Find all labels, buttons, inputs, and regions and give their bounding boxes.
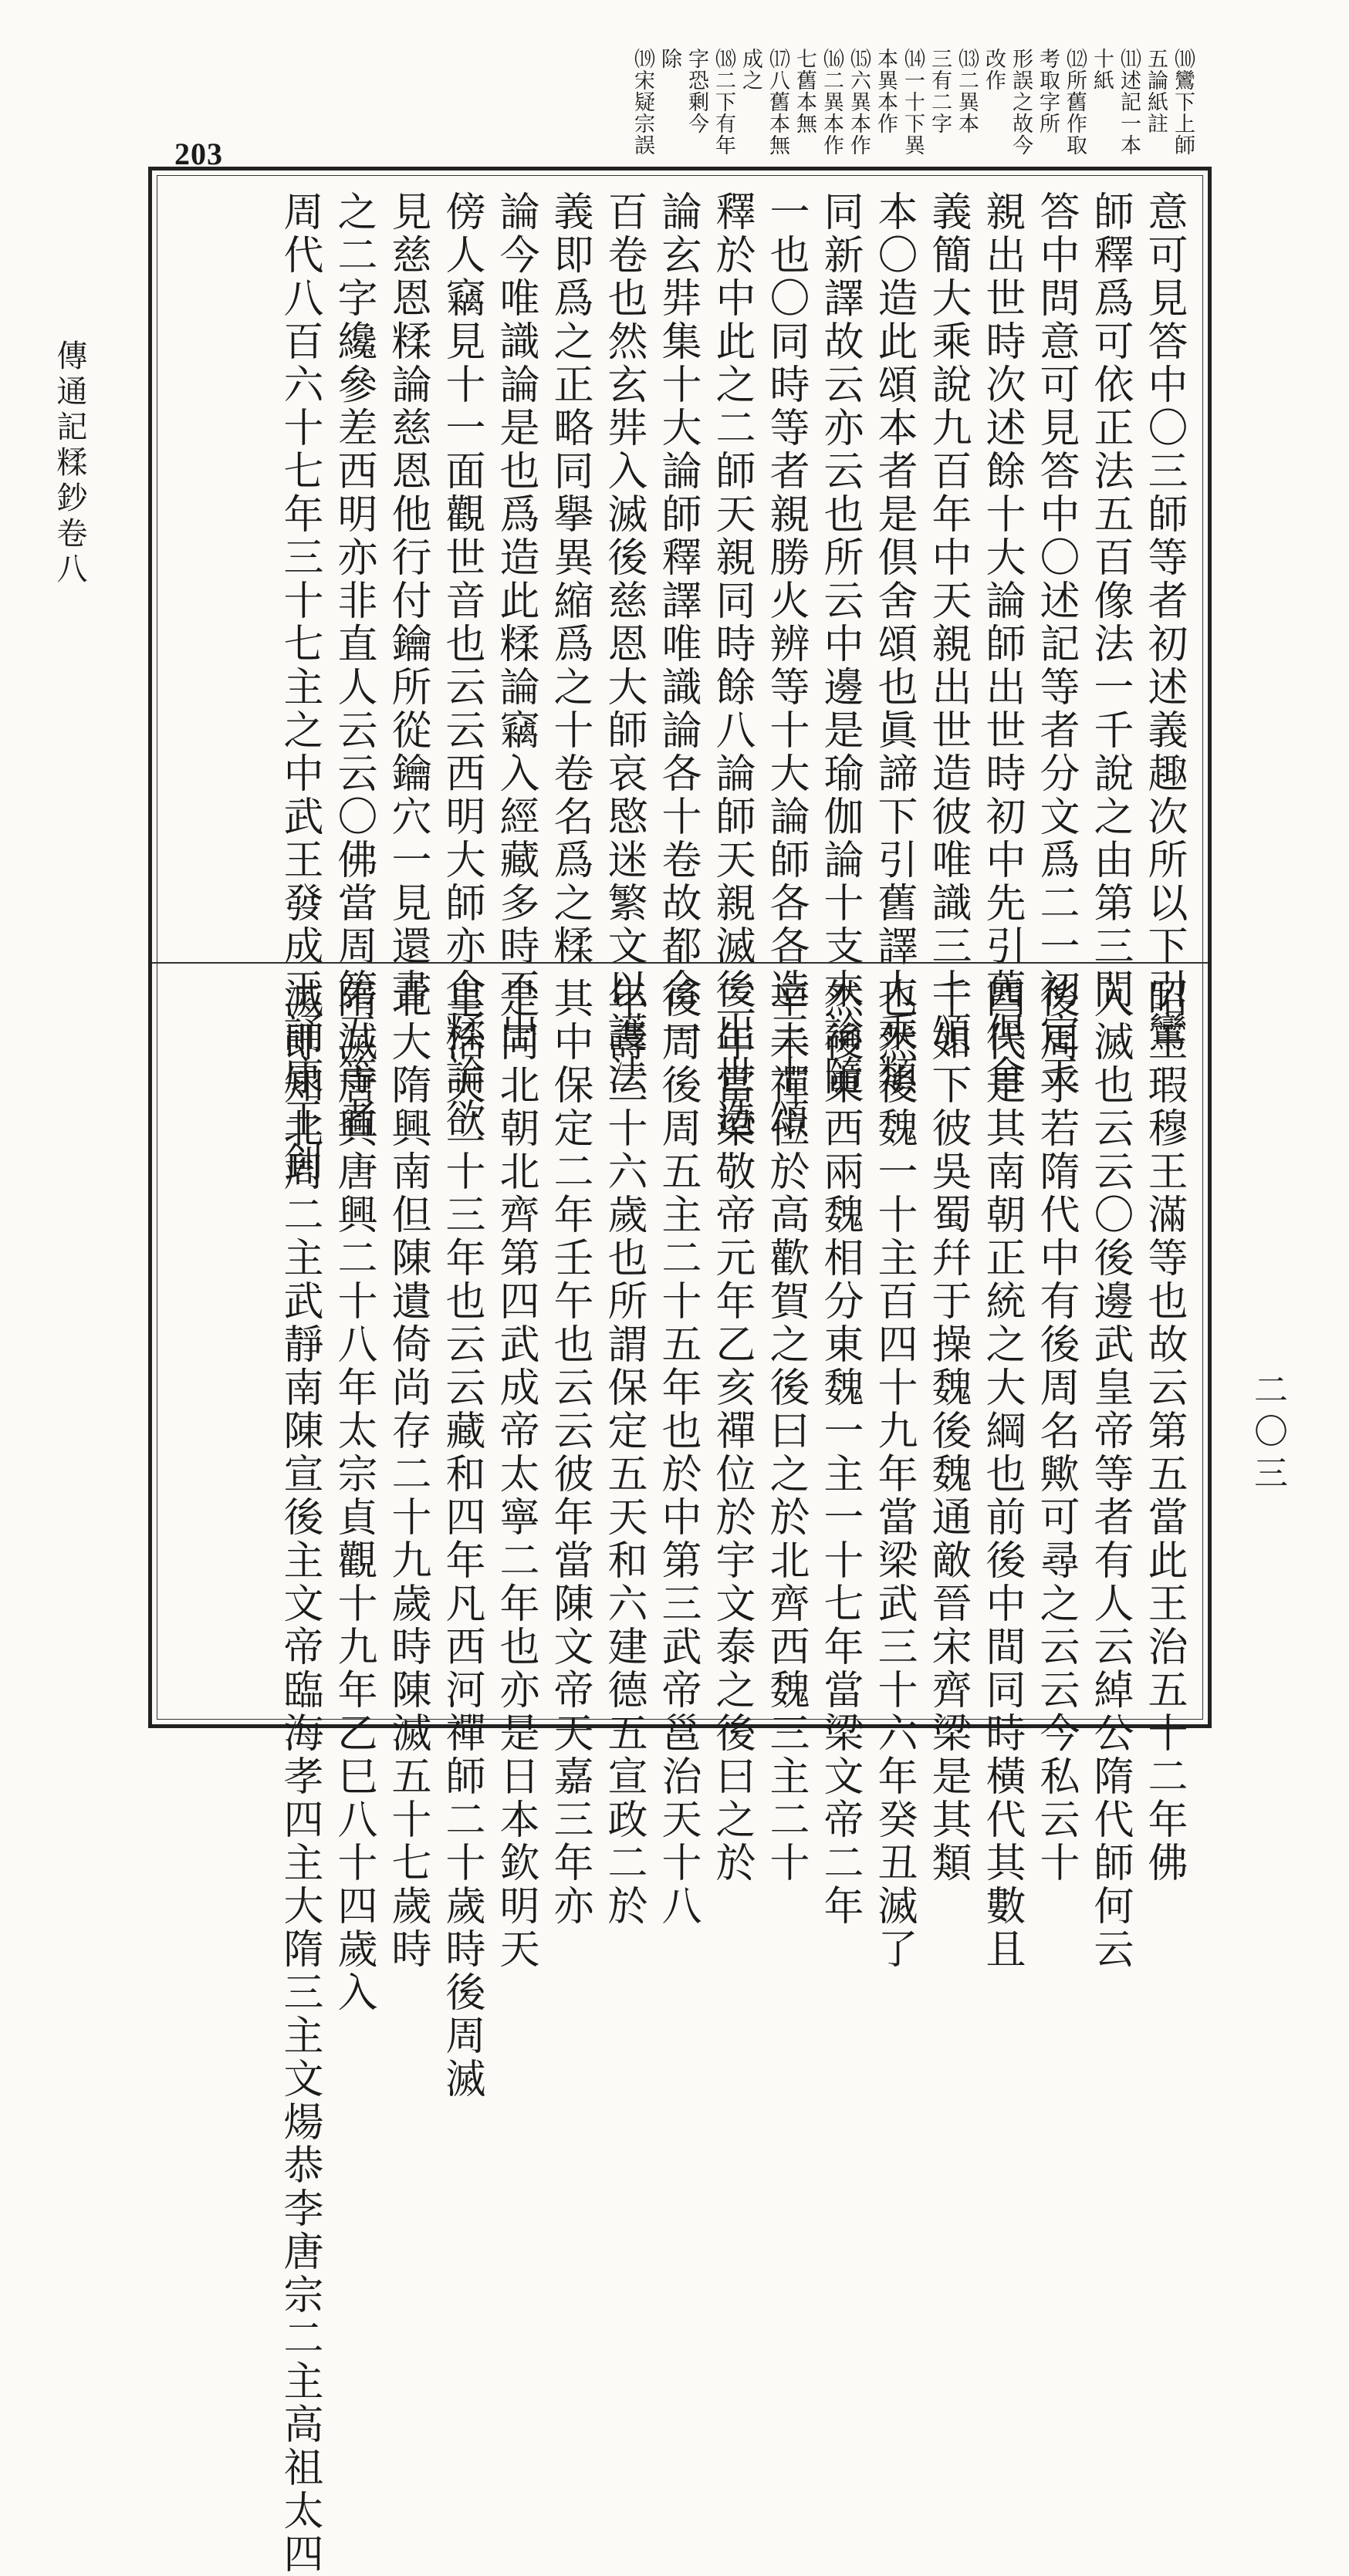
collation-note: 成之 xyxy=(739,48,762,91)
text-column: 其中保定二年壬午也云云彼年當陳文帝天嘉三年亦 xyxy=(546,977,593,1928)
text-column: 師釋爲可依正法五百像法一千說之由第三問 xyxy=(1087,191,1133,1011)
text-column: 義簡大乘說九百年中天親出世造彼唯識三十頌 xyxy=(925,191,971,1055)
text-column: 千如下彼吳蜀幷于操魏後魏通敵晉宋齊梁是其類 xyxy=(925,977,971,1885)
text-column: 後周後周五主二十五年也於中第三武帝邕治天十八 xyxy=(654,977,701,1928)
text-column: 一也〇同時等者親勝火辨等十大論師各各造三十頌 xyxy=(762,191,809,1141)
collation-notes xyxy=(454,48,1196,165)
text-column: 傍人竊見十一面觀世音也云云西明大師亦企糅論欲 xyxy=(438,191,485,1141)
collation-note: 七舊本無 xyxy=(793,48,816,134)
folio-number: 二〇三 xyxy=(1248,1372,1287,1497)
text-column: 北大隋興南但陳遺倚尚存二十九歲時陳滅五十七歲時 xyxy=(384,977,431,1971)
collation-note: ⑽鸞下上師五論紙註 xyxy=(1144,48,1195,156)
text-column: 親出世時次述餘十大論師出世時初中先引舊倶舍 xyxy=(979,191,1025,1098)
collation-note: ⒆宋疑宗誤 xyxy=(631,48,654,156)
text-frame xyxy=(148,167,1212,2576)
collation-note: ⒅二下有年 xyxy=(712,48,735,156)
text-column: 年壽三十六歲也所謂保定五天和六建德五宣政二於 xyxy=(600,977,647,1928)
lower-text-block xyxy=(197,977,1191,2576)
collation-note: 形誤之故今 xyxy=(1009,48,1033,156)
text-column: 皇治天二十三年也云云藏和四年凡西河禪師二十歲時後周滅 xyxy=(438,977,485,2101)
collation-note: 字恐剰今 xyxy=(685,48,708,134)
collation-note: 考取字所 xyxy=(1036,48,1060,134)
text-column: 昭王瑕穆王滿等也故云第五當此王治五十二年佛 xyxy=(1141,977,1187,1885)
collation-note: ⑿所舊作取 xyxy=(1063,48,1087,156)
collation-note: ⒄八舊本無 xyxy=(766,48,789,156)
collation-note: 三有二字 xyxy=(928,48,952,134)
upper-text-block xyxy=(197,191,1191,1184)
text-column: 也然後魏一十主百四十九年當梁武三十六年癸丑滅了 xyxy=(871,977,917,1971)
text-column: 然後東西兩魏相分東魏一主一十七年當梁文帝二年 xyxy=(816,977,863,1928)
text-column: 本〇造此頌本者是倶舍頌也眞諦下引舊譯大乘類 xyxy=(871,191,917,1098)
text-column: 辛未禪位於高歡賀之後曰之於北齊西魏三主二十 xyxy=(762,977,809,1885)
running-head: 傳通記糅鈔卷八 xyxy=(52,339,87,588)
text-column: 隋滅唐興唐興二十八年太宗貞觀十九年乙巳八十四歲入 xyxy=(330,977,377,2014)
text-column: 滅即知北周二主武靜南陳宣後主文帝臨海孝四主大隋三主文煬恭李唐宗二主高祖太四 xyxy=(276,977,323,2576)
text-column: 四代是其南朝正統之大綱也前後中間同時橫代其數且 xyxy=(979,977,1025,1971)
text-column: 後周乎若隋代中有後周名歟可尋之云云今私云十 xyxy=(1033,977,1079,1885)
collation-note: 本異本作 xyxy=(874,48,898,134)
text-column: 之二字纔參差西明亦非直人云云〇佛當周第五等者 xyxy=(330,191,377,1141)
collation-note: ⑾述記一本十紙 xyxy=(1090,48,1141,156)
text-column: 釋於中此之二師天親同時餘八論師天親滅後出世造 xyxy=(708,191,755,1141)
section-divider xyxy=(152,962,1208,964)
collation-note: ⒁一十下異 xyxy=(901,48,925,156)
text-column: 答中問意可見答中〇述記等者分文爲二一初定天 xyxy=(1033,191,1079,1098)
text-column: 同新譯故云亦云也所云中邊是瑜伽論十支末論隨 xyxy=(816,191,863,1098)
text-column: 論今唯識論是也爲造此糅論竊入經藏多時不出 xyxy=(492,191,539,1055)
text-column: 論玄弉集十大論師釋譯唯識論各十卷故都合一 xyxy=(654,191,701,1055)
text-column: 三年當梁敬帝元年乙亥禪位於宇文泰之後曰之於 xyxy=(708,977,755,1885)
text-column: 周代八百六十七年三十七主之中武王發成王誦康王釗 xyxy=(276,191,323,1184)
text-column: 入滅也云云〇後邊武皇帝等者有人云綽公隋代師何云 xyxy=(1087,977,1133,1971)
collation-note: 改作 xyxy=(982,48,1006,91)
text-column: 義即爲之正略同擧異縮爲之十卷名爲之糅 xyxy=(546,191,593,968)
collation-note: ⒃二異本作 xyxy=(820,48,844,156)
text-column: 意可見答中〇三師等者初述義趣次所以下引鸞 xyxy=(1141,191,1187,1055)
text-column: 百卷也然玄弉入滅後慈恩大師哀愍迷繁文以護法 xyxy=(600,191,647,1098)
text-column: 見慈恩糅論慈恩他行付鑰所從鑰穴一見還書 xyxy=(384,191,431,1011)
text-column: 是同北朝北齊第四武成帝太寧二年也亦是日本欽明天 xyxy=(492,977,539,1971)
collation-note: ⒀二異本 xyxy=(955,48,979,134)
collation-note: 除 xyxy=(658,48,681,69)
collation-note: ⒂六異本作 xyxy=(847,48,871,156)
page-number: 203 xyxy=(174,137,223,171)
